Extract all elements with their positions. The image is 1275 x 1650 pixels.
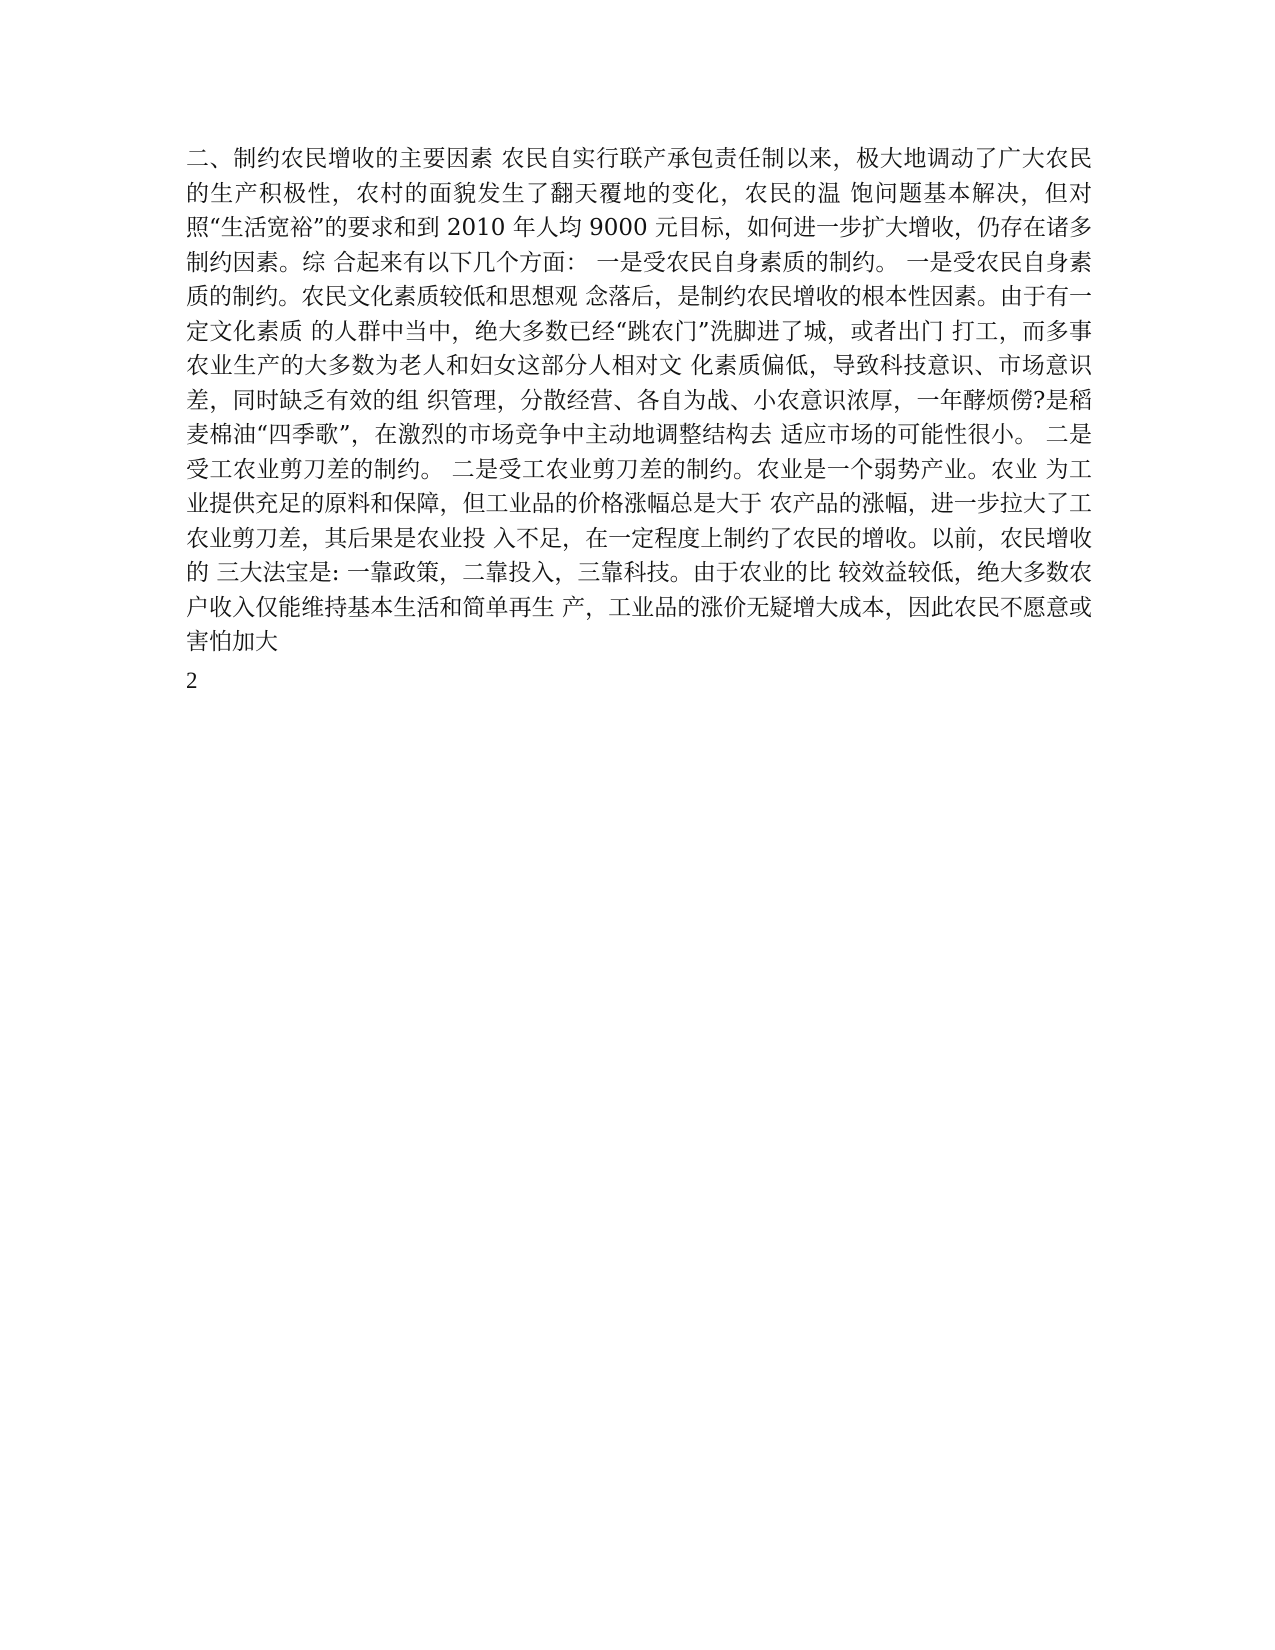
- page-number: 2: [186, 668, 198, 693]
- body-paragraph: 二、制约农民增收的主要因素 农民自实行联产承包责任制以来，极大地调动了广大农民 的生产积极性，农村的面貌发生了翻天覆地的变化，农民的温 饱问题基本解决，但对照“生活宽裕”的要求和到 2010 年人均 9000 元目标，如何进一步扩大增收，仍存在诸多制约因素。综 合起来有以下几个方面： 一是受农民自身素质的制约。 一是受农民自身素质的制约。农民文化素质较低和思想观 念落后，是制约农民增收的根本性因素。由于有一定文化素质 的人群中当中，绝大多数已经“跳农门”洗脚进了城，或者出门 打工，而多事农业生产的大多数为老人和妇女这部分人相对文 化素质偏低，导致科技意识、市场意识差，同时缺乏有效的组 织管理，分散经营、各自为战、小农意识浓厚，一年酵烦僗?是稻麦棉油“四季歌”，在激烈的市场竞争中主动地调整结构去 适应市场的可能性很小。 二是受工农业剪刀差的制约。 二是受工农业剪刀差的制约。农业是一个弱势产业。农业 为工业提供充足的原料和保障，但工业品的价格涨幅总是大于 农产品的涨幅，进一步拉大了工农业剪刀差，其后果是农业投 入不足，在一定程度上制约了农民的增收。以前，农民增收的 三大法宝是: 一靠政策，二靠投入，三靠科技。由于农业的比 较效益较低，绝大多数农户收入仅能维持基本生活和简单再生 产，工业品的涨价无疑增大成本，因此农民不愿意或害怕加大: [186, 146, 1092, 655]
